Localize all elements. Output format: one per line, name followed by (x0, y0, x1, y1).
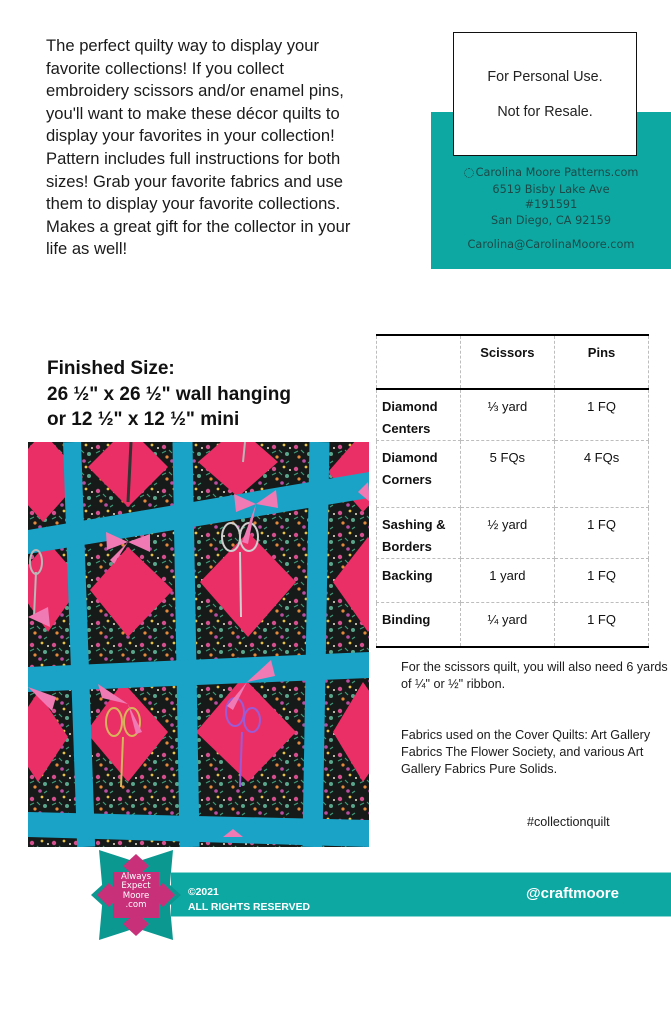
row-label: Binding (377, 603, 461, 647)
website-link[interactable]: Carolina Moore Patterns.com (475, 166, 639, 179)
copyright (188, 885, 310, 915)
pins-value: 4 FQs (555, 441, 649, 508)
license-notice-box (453, 32, 637, 156)
product-description: The perfect quilty way to display your favorite collections! If you collect embroidery scissors and/or enamel pins, you'll want to make these décor quilts to display your favorites in your collection! Pattern includes full instructions for both sizes! Grab your favorite fabrics and use them to display your favorite collections. Makes a great gift for the collector in your life as well! (46, 36, 351, 259)
rights-reserved: ALL RIGHTS RESERVED (188, 902, 311, 913)
social-handle[interactable]: @craftmoore (526, 885, 619, 902)
fabric-requirements-table (376, 334, 649, 648)
table-row (377, 603, 649, 647)
finished-size-heading: Finished Size: (47, 358, 175, 379)
row-label: Diamond Corners (377, 441, 461, 508)
hashtag: #collectionquilt (527, 815, 610, 829)
pins-value: 1 FQ (555, 389, 649, 441)
table-row (377, 389, 649, 441)
scissors-value: ¼ yard (460, 603, 554, 647)
row-label: Sashing & Borders (377, 508, 461, 559)
row-label: Backing (377, 559, 461, 603)
license-line-not-for-resale: Not for Resale. (497, 103, 593, 120)
header-pins: Pins (555, 335, 649, 389)
quilt-photo (28, 442, 369, 847)
pins-value: 1 FQ (555, 603, 649, 647)
table-row (377, 559, 649, 603)
table-header-row (377, 335, 649, 389)
scissors-value: ⅓ yard (460, 389, 554, 441)
copyright-year: ©2021 (188, 887, 219, 898)
table-row (377, 508, 649, 559)
scissors-value: 1 yard (460, 559, 554, 603)
table-row (377, 441, 649, 508)
finished-size-large: 26 ½" x 26 ½" wall hanging (47, 383, 291, 405)
logo-line: Expect (121, 881, 151, 892)
address-city: San Diego, CA 92159 (490, 213, 612, 227)
finished-size-mini: or 12 ½" x 12 ½" mini (47, 409, 240, 430)
fabrics-note: Fabrics used on the Cover Quilts: Art Gallery Fabrics The Flower Society, and various Art Gallery Fabrics Pure Solids. (401, 728, 651, 776)
scissors-value: ½ yard (460, 508, 554, 559)
pins-value: 1 FQ (555, 508, 649, 559)
ribbon-note: For the scissors quilt, you will also need 6 yards of ¼" or ½" ribbon. (401, 660, 668, 691)
row-label: Diamond Centers (377, 389, 461, 441)
logo-line: Moore (122, 890, 150, 901)
logo-line: Always (120, 872, 152, 882)
address-street: 6519 Bisby Lake Ave (492, 182, 610, 196)
additional-notes (401, 659, 671, 778)
email-link[interactable]: Carolina@CarolinaMoore.com (467, 237, 635, 251)
finished-size (47, 356, 367, 433)
website-line (464, 165, 639, 180)
logo-line: .com (125, 900, 147, 911)
logo-text (113, 873, 159, 911)
address-suite: #191591 (524, 198, 578, 212)
contact-info (431, 165, 671, 252)
license-line-personal-use: For Personal Use. (487, 68, 603, 85)
scissors-value: 5 FQs (460, 441, 554, 508)
header-scissors: Scissors (460, 335, 554, 389)
dotted-circle-icon (464, 168, 474, 178)
pins-value: 1 FQ (555, 559, 649, 603)
header-empty (377, 335, 461, 389)
